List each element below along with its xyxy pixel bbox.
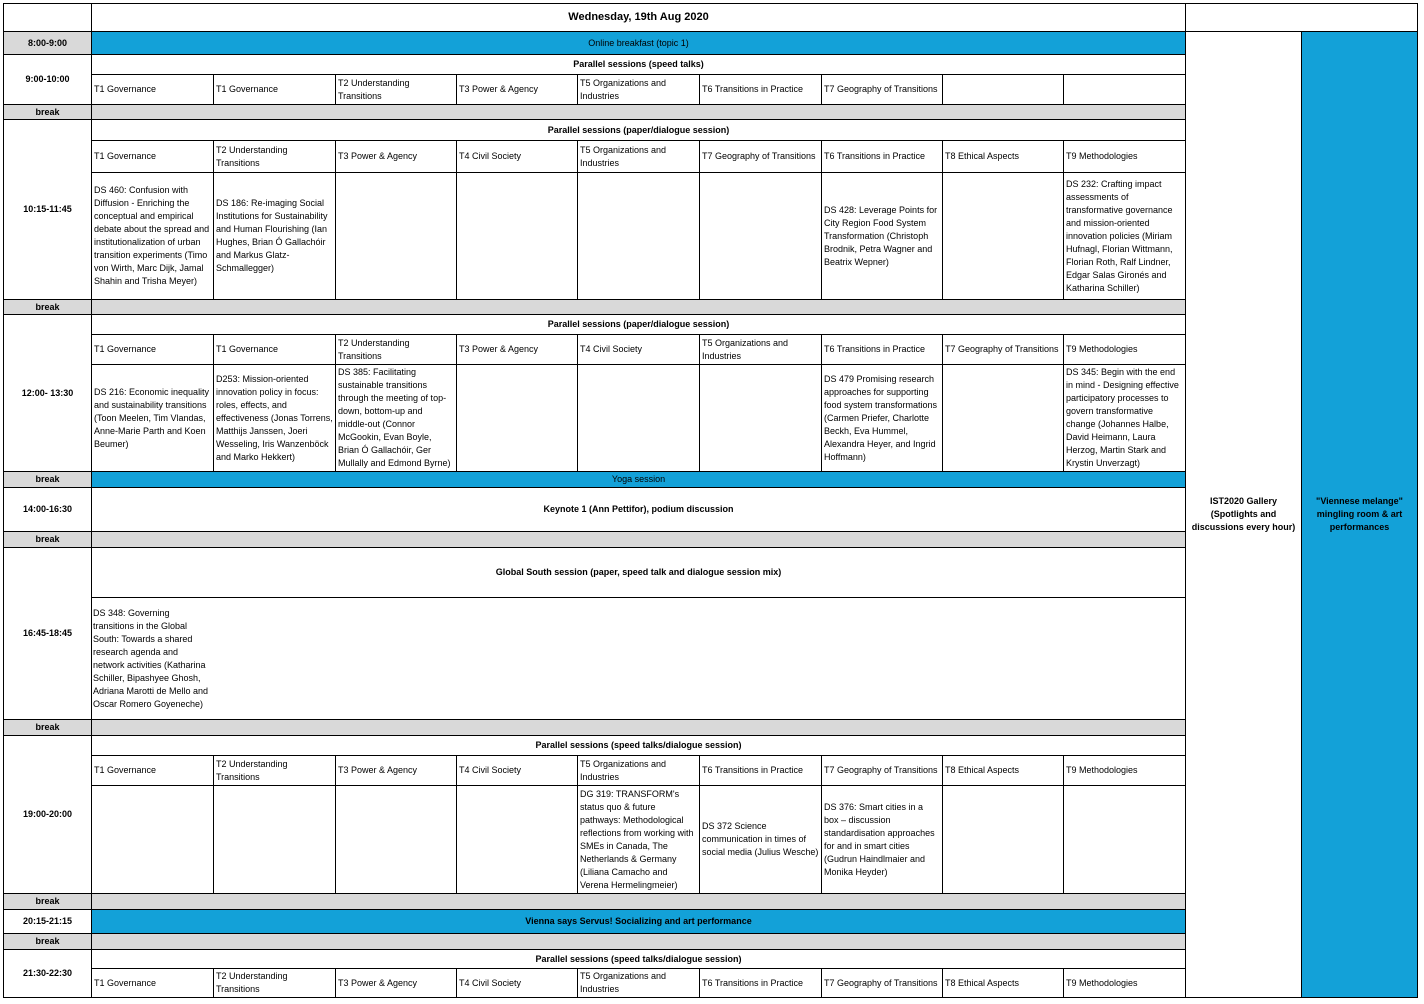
break-bar bbox=[91, 719, 1186, 736]
track-cell: T9 Methodologies bbox=[1063, 140, 1186, 173]
time-cell: 21:30-22:30 bbox=[3, 949, 92, 998]
session-cell bbox=[699, 364, 822, 472]
session-banner: Vienna says Servus! Socializing and art performance bbox=[91, 909, 1186, 934]
session-title: Parallel sessions (speed talks/dialogue session) bbox=[91, 735, 1186, 756]
track-cell: T2 Understanding Transitions bbox=[335, 74, 457, 105]
track-cell: T9 Methodologies bbox=[1063, 334, 1186, 365]
session-cell: DS 232: Crafting impact assessments of transformative governance and mission-oriented innovation policies (Miriam Hufnagl, Florian Wittmann, Florian Roth, Ralf Lindner, Edgar Salas Gironés and Katharina Schiller) bbox=[1063, 172, 1186, 300]
session-cell bbox=[91, 785, 214, 894]
time-cell: 10:15-11:45 bbox=[3, 119, 92, 300]
session-cell bbox=[335, 172, 457, 300]
track-cell: T2 Understanding Transitions bbox=[213, 140, 336, 173]
track-cell: T4 Civil Society bbox=[456, 968, 578, 998]
session-banner: Online breakfast (topic 1) bbox=[91, 31, 1186, 55]
track-cell: T3 Power & Agency bbox=[456, 74, 578, 105]
session-title: Global South session (paper, speed talk and dialogue session mix) bbox=[91, 547, 1186, 598]
session-cell bbox=[456, 785, 578, 894]
break-label: break bbox=[3, 471, 92, 488]
track-cell: T2 Understanding Transitions bbox=[213, 968, 336, 998]
break-bar bbox=[91, 933, 1186, 950]
time-cell: 8:00-9:00 bbox=[3, 31, 92, 55]
session-cell: DS 372 Science communication in times of social media (Julius Wesche) bbox=[699, 785, 822, 894]
track-cell: T3 Power & Agency bbox=[335, 755, 457, 786]
track-cell: T8 Ethical Aspects bbox=[942, 755, 1064, 786]
track-cell: T9 Methodologies bbox=[1063, 755, 1186, 786]
session-cell bbox=[213, 785, 336, 894]
track-cell: T3 Power & Agency bbox=[335, 140, 457, 173]
session-cell bbox=[942, 364, 1064, 472]
track-cell: T2 Understanding Transitions bbox=[213, 755, 336, 786]
track-cell: T4 Civil Society bbox=[456, 755, 578, 786]
session-cell: DS 186: Re-imaging Social Institutions for Sustainability and Human Flourishing (Ian Hughes, Brian Ó Gallachóir and Markus Glatz-Schmallegger) bbox=[213, 172, 336, 300]
time-cell: 20:15-21:15 bbox=[3, 909, 92, 934]
track-cell: T8 Ethical Aspects bbox=[942, 968, 1064, 998]
track-cell: T1 Governance bbox=[91, 140, 214, 173]
session-cell bbox=[335, 785, 457, 894]
break-label: break bbox=[3, 719, 92, 736]
break-bar bbox=[91, 104, 1186, 120]
time-cell: 14:00-16:30 bbox=[3, 487, 92, 532]
track-cell: T8 Ethical Aspects bbox=[942, 140, 1064, 173]
track-cell: T7 Geography of Transitions bbox=[821, 74, 943, 105]
session-cell: D253: Mission-oriented innovation policy in focus: roles, effects, and effectiveness (Jonas Torrens, Matthijs Janssen, Joeri Wesseling, Iris Wanzenböck and Marko Hekkert) bbox=[213, 364, 336, 472]
track-cell: T5 Organizations and Industries bbox=[577, 968, 700, 998]
header-side-cell bbox=[1185, 3, 1418, 32]
keynote-cell: Keynote 1 (Ann Pettifor), podium discussion bbox=[91, 487, 1186, 532]
track-cell: T5 Organizations and Industries bbox=[699, 334, 822, 365]
time-cell: 19:00-20:00 bbox=[3, 735, 92, 894]
session-cell: DS 376: Smart cities in a box – discussion standardisation approaches for and in smart cities (Gudrun Haindlmaier and Monika Heyder) bbox=[821, 785, 943, 894]
track-cell: T1 Governance bbox=[91, 74, 214, 105]
break-label: break bbox=[3, 893, 92, 910]
session-cell bbox=[456, 172, 578, 300]
track-cell: T6 Transitions in Practice bbox=[821, 334, 943, 365]
session-cell bbox=[699, 172, 822, 300]
session-cell: DS 216: Economic inequality and sustainability transitions (Toon Meelen, Tim Vlandas, Anne-Marie Parth and Koen Beumer) bbox=[91, 364, 214, 472]
track-cell: T1 Governance bbox=[91, 755, 214, 786]
melange-cell: "Viennese melange" mingling room & art performances bbox=[1301, 31, 1418, 998]
track-cell: T1 Governance bbox=[213, 334, 336, 365]
track-cell: T6 Transitions in Practice bbox=[821, 140, 943, 173]
track-cell: T7 Geography of Transitions bbox=[942, 334, 1064, 365]
time-cell: 9:00-10:00 bbox=[3, 54, 92, 105]
gallery-cell: IST2020 Gallery (Spotlights and discussions every hour) bbox=[1185, 31, 1302, 998]
session-cell: DS 460: Confusion with Diffusion - Enriching the conceptual and empirical debate about the spread and institutionalization of urban transition experiments (Timo von Wirth, Marc Dijk, Jamal Shahin and Trisha Meyer) bbox=[91, 172, 214, 300]
track-cell: T9 Methodologies bbox=[1063, 968, 1186, 998]
session-cell bbox=[942, 172, 1064, 300]
break-label: break bbox=[3, 299, 92, 315]
track-cell: T4 Civil Society bbox=[577, 334, 700, 365]
session-cell bbox=[942, 785, 1064, 894]
session-cell: DG 319: TRANSFORM's status quo & future pathways: Methodological reflections from working with SMEs in Canada, The Netherlands & Germany (Liliana Camacho and Verena Hermelingmeier) bbox=[577, 785, 700, 894]
break-label: break bbox=[3, 933, 92, 950]
track-cell: T4 Civil Society bbox=[456, 140, 578, 173]
track-cell: T5 Organizations and Industries bbox=[577, 755, 700, 786]
session-cell: DS 479 Promising research approaches for supporting food system transformations (Carmen Priefer, Charlotte Beckh, Eva Hummel, Alexandra Heyer, and Ingrid Hoffmann) bbox=[821, 364, 943, 472]
track-cell: T5 Organizations and Industries bbox=[577, 140, 700, 173]
session-cell: DS 348: Governing transitions in the Global South: Towards a shared research agenda and network activities (Katharina Schiller, Bipashyee Ghosh, Adriana Marotti de Mello and Oscar Romero Goyeneche) bbox=[93, 607, 209, 709]
track-cell: T1 Governance bbox=[91, 968, 214, 998]
yoga-banner: Yoga session bbox=[91, 471, 1186, 488]
session-cell bbox=[577, 364, 700, 472]
session-title: Parallel sessions (paper/dialogue session) bbox=[91, 119, 1186, 141]
track-cell: T7 Geography of Transitions bbox=[821, 755, 943, 786]
track-cell: T6 Transitions in Practice bbox=[699, 74, 822, 105]
track-cell: T1 Governance bbox=[213, 74, 336, 105]
break-bar bbox=[91, 299, 1186, 315]
track-cell: T5 Organizations and Industries bbox=[577, 74, 700, 105]
session-cell bbox=[577, 172, 700, 300]
track-cell bbox=[1063, 74, 1186, 105]
break-label: break bbox=[3, 104, 92, 120]
break-bar bbox=[91, 531, 1186, 548]
break-bar bbox=[91, 893, 1186, 910]
session-title: Parallel sessions (speed talks) bbox=[91, 54, 1186, 75]
track-cell bbox=[942, 74, 1064, 105]
session-cell: DS 428: Leverage Points for City Region Food System Transformation (Christoph Brodnik, Petra Wagner and Beatrix Wepner) bbox=[821, 172, 943, 300]
session-cell: DS 385: Facilitating sustainable transitions through the meeting of top-down, bottom-up and middle-out (Connor McGookin, Evan Boyle, Brian Ó Gallachóir, Ger Mullally and Edmond Byrne) bbox=[335, 364, 457, 472]
date-header: Wednesday, 19th Aug 2020 bbox=[91, 3, 1186, 32]
track-cell: T3 Power & Agency bbox=[456, 334, 578, 365]
time-cell: 16:45-18:45 bbox=[3, 547, 92, 720]
track-cell: T7 Geography of Transitions bbox=[699, 140, 822, 173]
time-cell: 12:00- 13:30 bbox=[3, 314, 92, 472]
track-cell: T6 Transitions in Practice bbox=[699, 755, 822, 786]
global-south-panel bbox=[91, 597, 1186, 720]
session-cell bbox=[1063, 785, 1186, 894]
session-cell: DS 345: Begin with the end in mind - Designing effective participatory processes to govern transformative change (Johannes Halbe, David Heimann, Laura Herzog, Martin Stark and Krystin Unverzagt) bbox=[1063, 364, 1186, 472]
track-cell: T2 Understanding Transitions bbox=[335, 334, 457, 365]
track-cell: T6 Transitions in Practice bbox=[699, 968, 822, 998]
session-cell bbox=[456, 364, 578, 472]
session-title: Parallel sessions (paper/dialogue session) bbox=[91, 314, 1186, 335]
header-corner-cell bbox=[3, 3, 92, 32]
track-cell: T7 Geography of Transitions bbox=[821, 968, 943, 998]
track-cell: T1 Governance bbox=[91, 334, 214, 365]
break-label: break bbox=[3, 531, 92, 548]
track-cell: T3 Power & Agency bbox=[335, 968, 457, 998]
session-title: Parallel sessions (speed talks/dialogue session) bbox=[91, 949, 1186, 969]
